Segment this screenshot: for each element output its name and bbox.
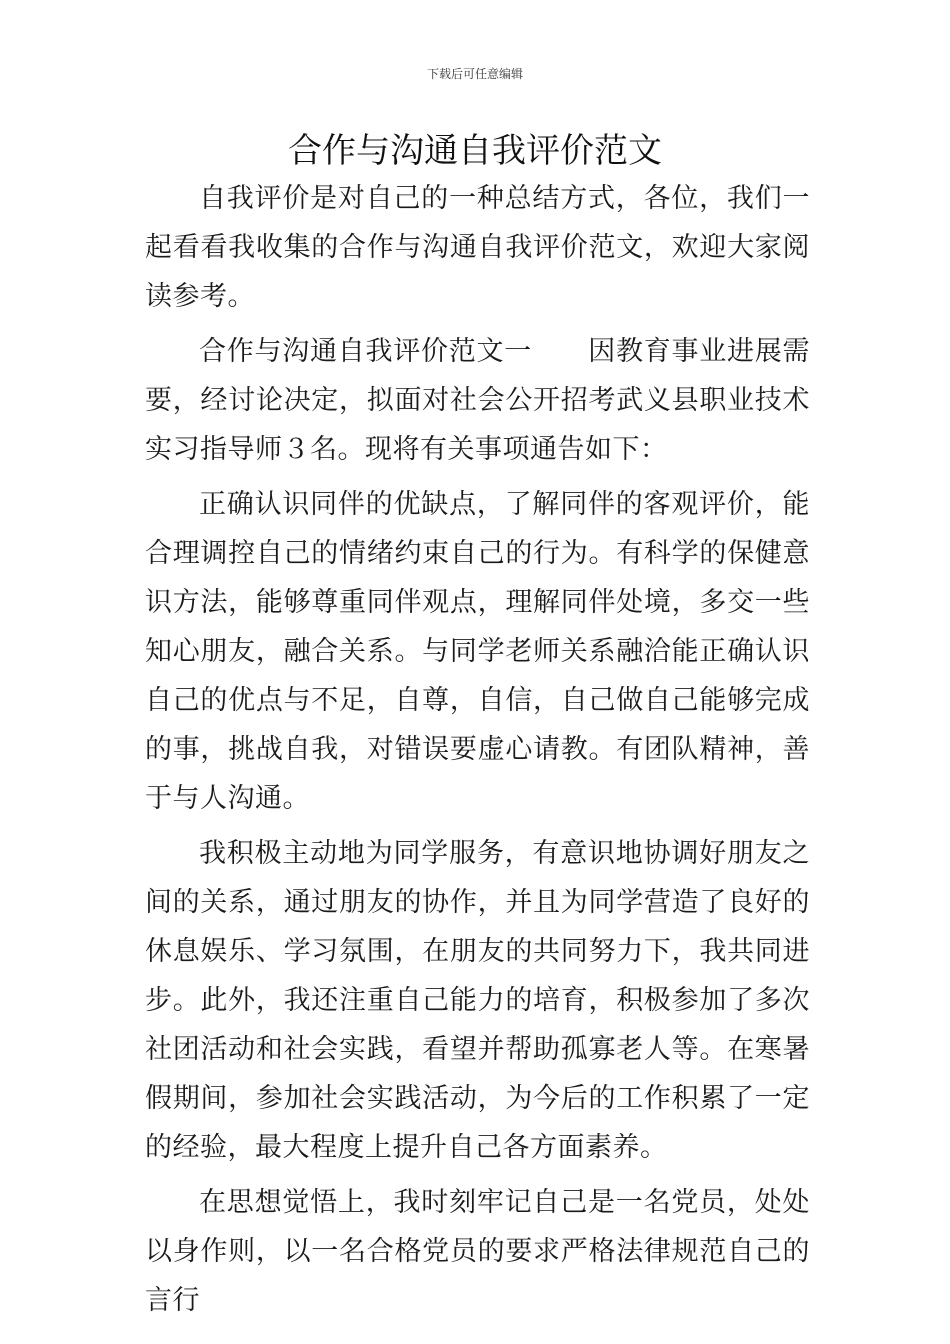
section-text: 因教育事业进展需要，经讨论决定，拟面对社会公开招考武义县职业技术实习指导师３名。现将有关事项通告如下： [145, 336, 810, 465]
paragraph-ideology: 在思想觉悟上，我时刻牢记自己是一名党员，处处以身作则，以一名合格党员的要求严格法律规范自己的言行 [145, 1187, 810, 1316]
section-heading: 合作与沟通自我评价范文一 [199, 336, 532, 367]
paragraph-intro: 自我评价是对自己的一种总结方式，各位，我们一起看看我收集的合作与沟通自我评价范文，欢迎大家阅读参考。 [145, 183, 810, 312]
document-title: 合作与沟通自我评价范文 [288, 131, 662, 171]
paragraph-service: 我积极主动地为同学服务，有意识地协调好朋友之间的关系，通过朋友的协作，并且为同学营造了良好的休息娱乐、学习氛围，在朋友的共同努力下，我共同进步。此外，我还注重自己能力的培育，积极参加了多次社团活动和社会实践，看望并帮助孤寡老人等。在寒暑假期间，参加社会实践活动，为今后的工作积累了一定的经验，最大程度上提升自己各方面素养。 [145, 838, 810, 1163]
header-note: 下载后可任意编辑 [426, 67, 523, 81]
document-body [145, 174, 810, 1325]
paragraph-section-one [145, 327, 810, 474]
paragraph-peers: 正确认识同伴的优缺点，了解同伴的客观评价，能合理调控自己的情绪约束自己的行为。有科学的保健意识方法，能够尊重同伴观点，理解同伴处境，多交一些知心朋友，融合关系。与同学老师关系融洽能正确认识自己的优点与不足，自尊，自信，自己做自己能够完成的事，挑战自我，对错误要虚心请教。有团队精神，善于与人沟通。 [145, 489, 810, 814]
